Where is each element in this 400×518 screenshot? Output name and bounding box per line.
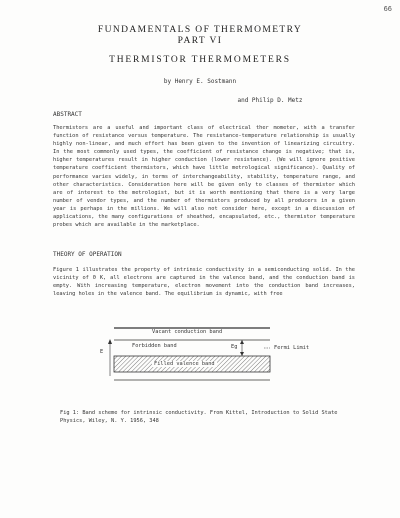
forbidden-band-label: Forbidden band bbox=[132, 343, 177, 349]
gap-arrow-up bbox=[240, 340, 244, 344]
conduction-band-label: Vacant conduction band bbox=[152, 329, 223, 335]
title-line-3: THERMISTOR THERMOMETERS bbox=[109, 55, 291, 65]
page-number: 66 bbox=[383, 5, 392, 13]
author-2: and Philip D. Metz bbox=[237, 97, 303, 104]
gap-arrow-down bbox=[240, 352, 244, 356]
valence-band-label: Filled valence band bbox=[154, 361, 215, 367]
energy-label: E bbox=[100, 349, 104, 355]
gap-label: Eg bbox=[231, 344, 238, 350]
abstract-paragraph: Thermistors are a useful and important class of electrical ther mometer, with a transfer function of resistance versus temperature. The resistance-temperature relationship is usually highly non-linear, and much effort has been given to the invention of linearizing circuitry. In the most commonly used types, the coefficient of resistance change is negative; that is, higher temperatures result in higher conduction (lower resistance). (We will ignore positive temperature coefficient thermistors, which have little metrological significance). Quality of performance varies widely, in terms of interchangeability, stability, temperature range, and other characteristics. Consideration here will be given only to classes of thermistor which are of interest to the metrologist, but it is worth mentioning that there is a very large number of vendor types, and the number of thermistors produced by all producers in a given year is perhaps in the millions. We will also not consider here, except in a discussion of applications, the many configurations of sheathed, encapsulated, etc., thermistor temperature probes which are available in the marketplace. bbox=[53, 125, 355, 229]
figure-caption: Fig 1: Band scheme for intrinsic conductivity. From Kittel, Introduction to Solid State Physics, Wiley, N. Y. 1956, 348 bbox=[60, 410, 338, 424]
fermi-label: Fermi Limit bbox=[274, 345, 310, 351]
title-line-2: PART VI bbox=[177, 36, 223, 46]
abstract-heading: ABSTRACT bbox=[53, 111, 82, 118]
author-1: by Henry E. Sostmann bbox=[163, 78, 237, 85]
energy-arrow bbox=[108, 339, 112, 344]
band-diagram bbox=[92, 326, 337, 398]
theory-paragraph: Figure 1 illustrates the property of intrinsic conductivity in a semiconducting solid. In the vicinity of 0 K, all electrons are captured in the valence band, and the conduction band is empty. With increasing temperature, electron movement into the conduction band increases, leaving holes in the valence band. The equilibrium is dynamic, with free bbox=[53, 267, 355, 298]
theory-heading: THEORY OF OPERATION bbox=[53, 251, 122, 258]
title-line-1: FUNDAMENTALS OF THERMOMETRY bbox=[97, 25, 303, 35]
